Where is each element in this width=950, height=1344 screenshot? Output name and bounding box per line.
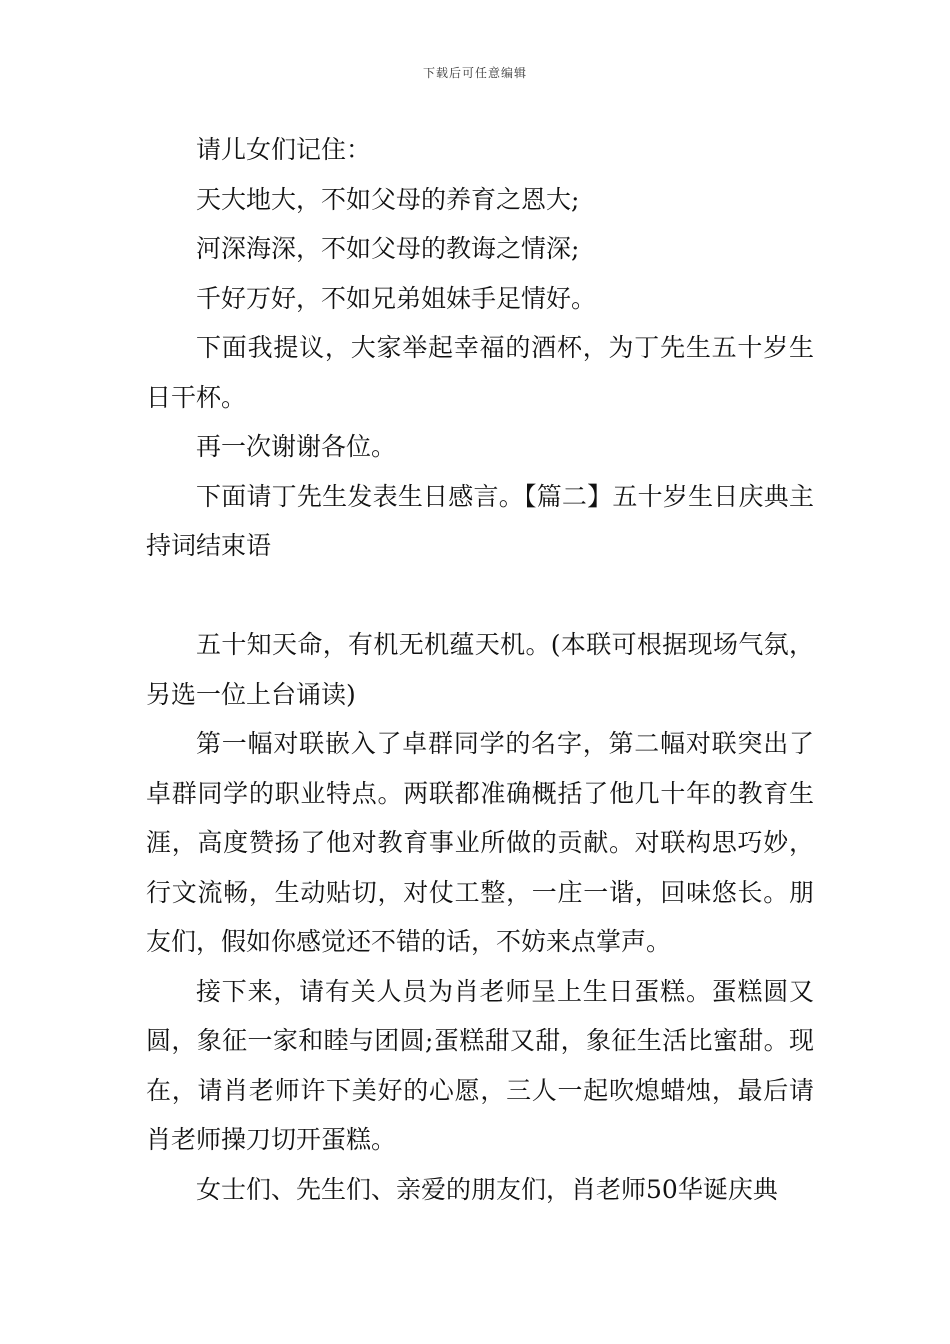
paragraph-couplet: 五十知天命，有机无机蕴天机。(本联可根据现场气氛，另选一位上台诵读) bbox=[146, 630, 814, 709]
paragraph-toast: 下面我提议，大家举起幸福的酒杯，为丁先生五十岁生日干杯。 bbox=[146, 333, 814, 412]
paragraph-heaven-earth: 天大地大，不如父母的养育之恩大; bbox=[196, 184, 580, 214]
paragraph-speech-invite: 下面请丁先生发表生日感言。【篇二】五十岁生日庆典主持词结束语 bbox=[146, 481, 814, 560]
page-header: 下载后可任意编辑 bbox=[422, 66, 527, 80]
paragraph-remember: 请儿女们记住： bbox=[196, 135, 372, 164]
document-body bbox=[146, 125, 814, 1214]
paragraph-cake: 接下来，请有关人员为肖老师呈上生日蛋糕。蛋糕圆又圆，象征一家和睦与团圆;蛋糕甜又甜，象征生活比蜜甜。现在，请肖老师许下美好的心愿，三人一起吹熄蜡烛，最后请肖老师操刀切开蛋糕。 bbox=[146, 976, 814, 1154]
paragraph-gap bbox=[146, 571, 814, 621]
paragraph-siblings: 千好万好，不如兄弟姐妹手足情好。 bbox=[196, 283, 597, 313]
paragraph-thanks: 再一次谢谢各位。 bbox=[196, 432, 397, 461]
paragraph-closing: 女士们、先生们、亲爱的朋友们，肖老师50华诞庆典 bbox=[196, 1174, 778, 1204]
paragraph-couplet-commentary: 第一幅对联嵌入了卓群同学的名字，第二幅对联突出了卓群同学的职业特点。两联都准确概括了他几十年的教育生涯，高度赞扬了他对教育事业所做的贡献。对联构思巧妙，行文流畅，生动贴切，对仗工整，一庄一谐，回味悠长。朋友们，假如你感觉还不错的话，不妨来点掌声。 bbox=[146, 729, 814, 956]
paragraph-river-sea: 河深海深，不如父母的教诲之情深; bbox=[196, 234, 580, 263]
